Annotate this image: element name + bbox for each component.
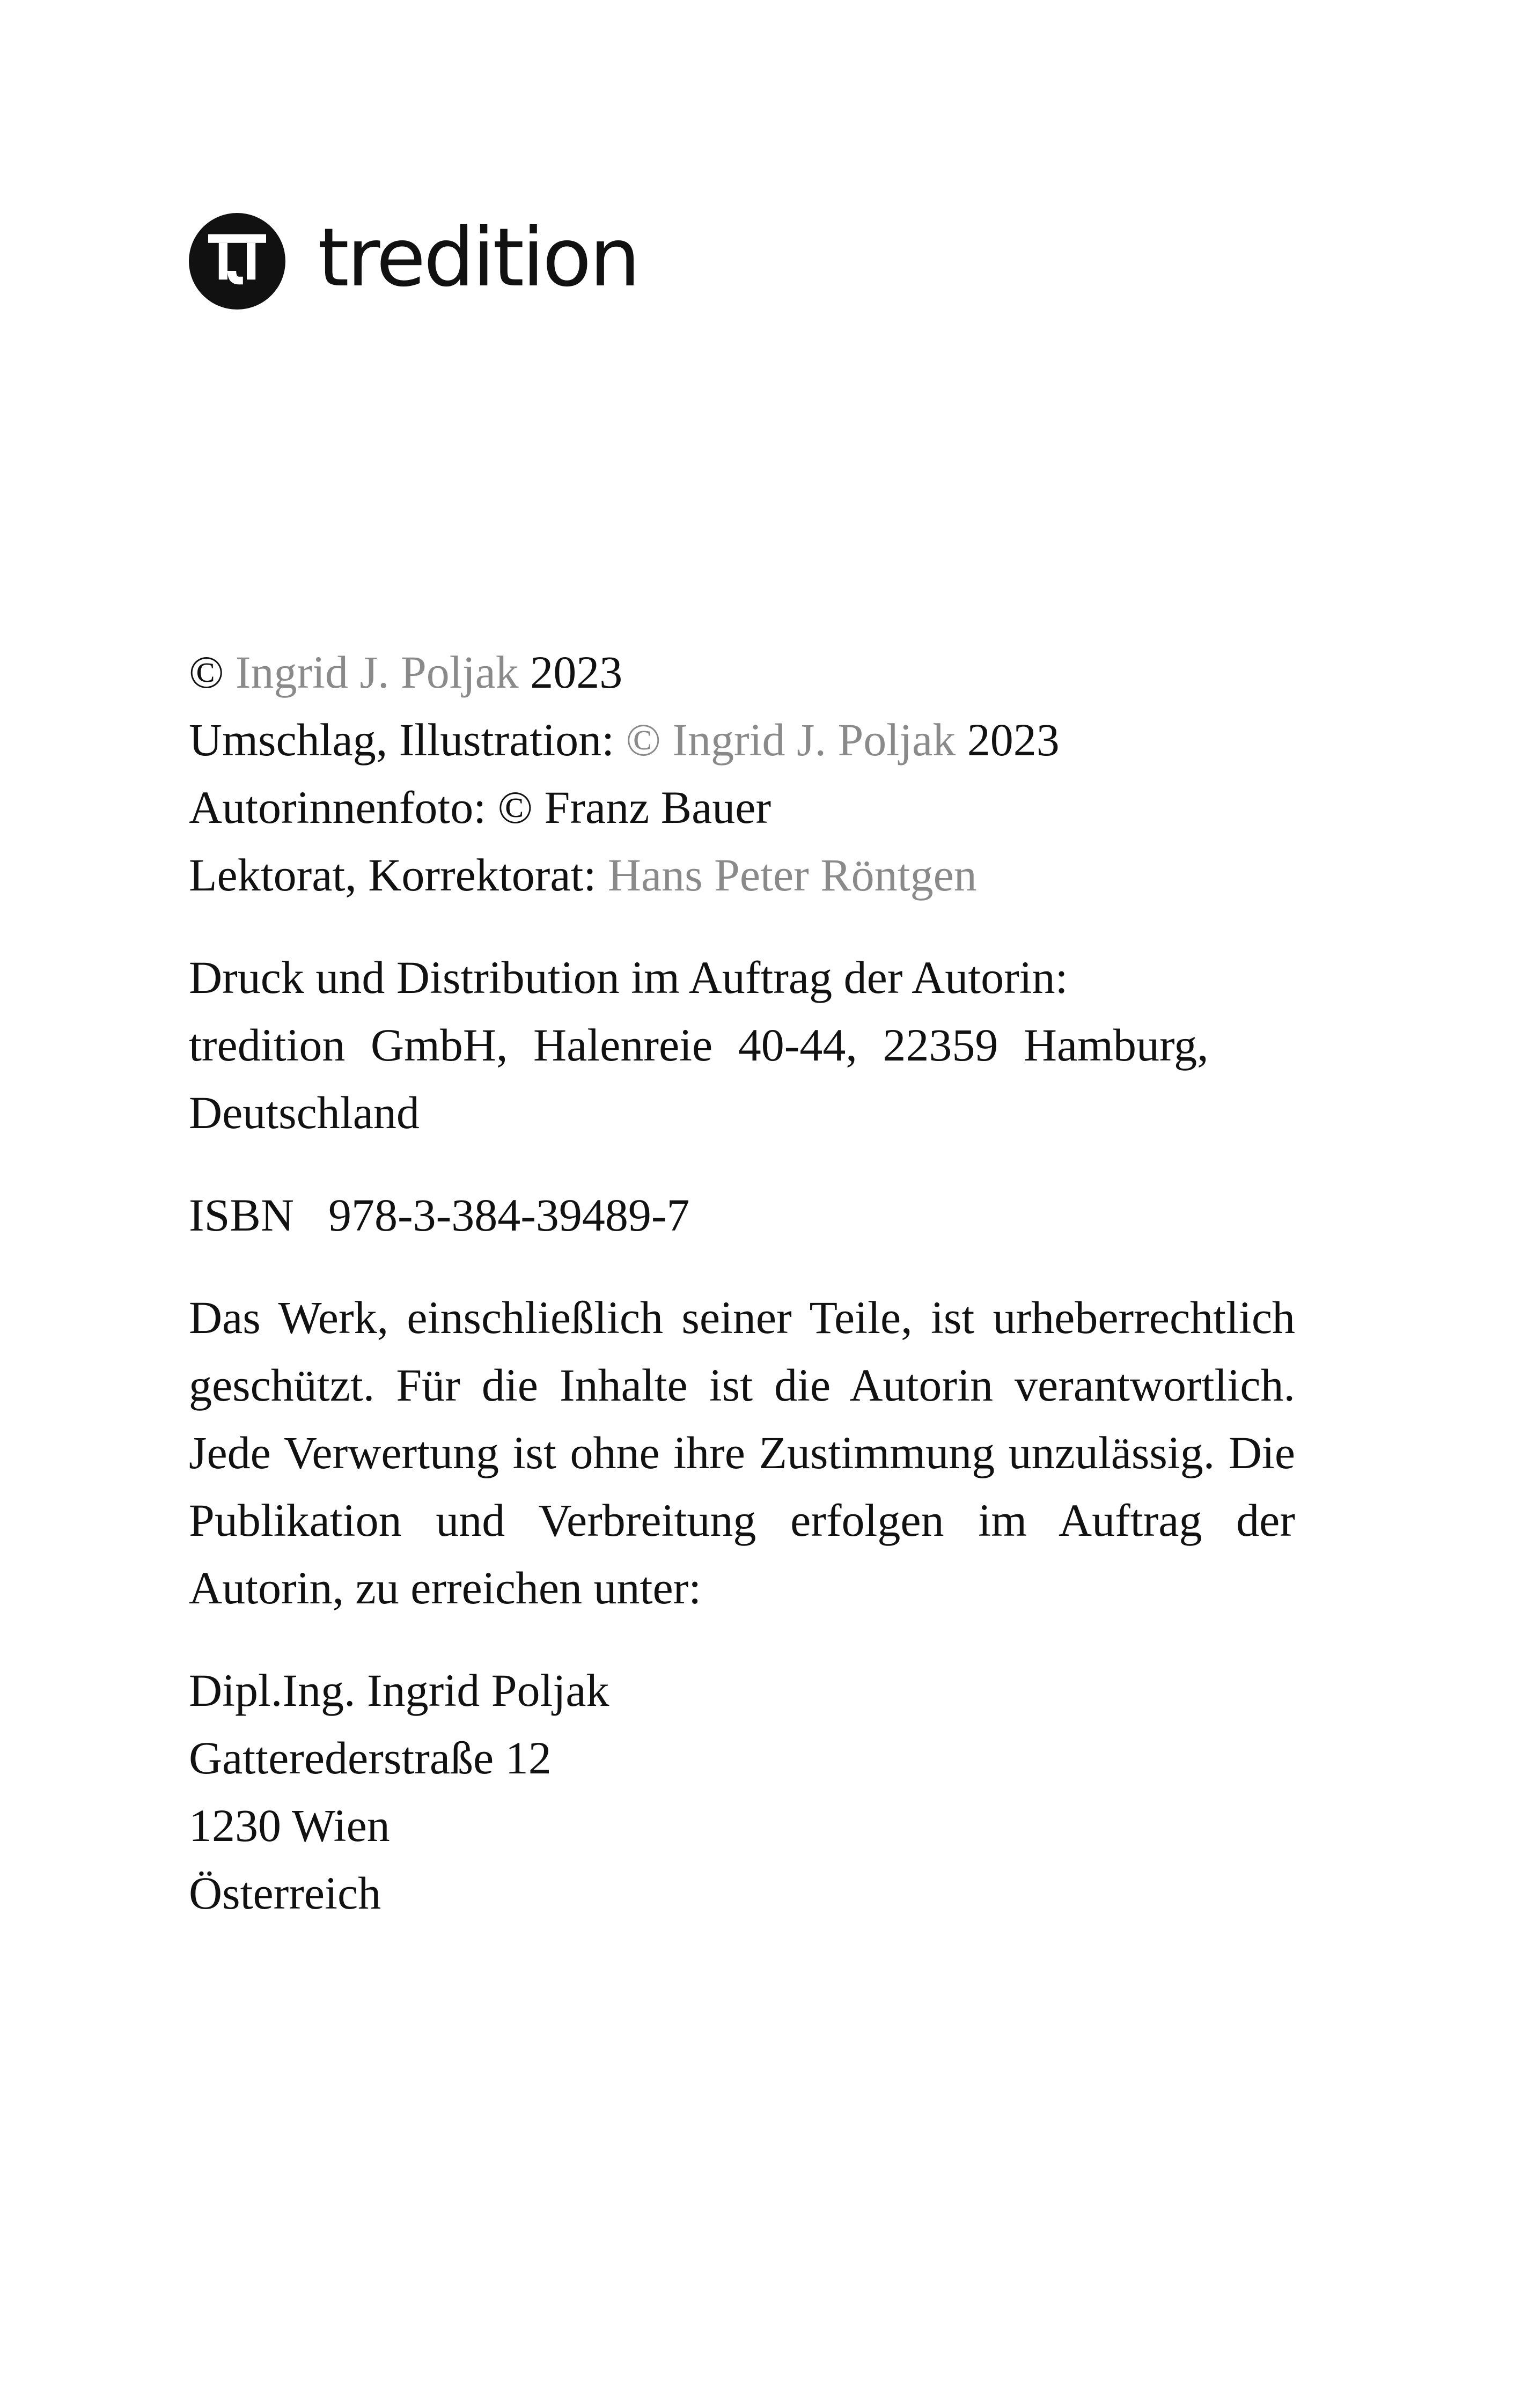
isbn-number: 978-3-384-39489-7 [328, 1189, 690, 1241]
editing-credit-line [189, 841, 1295, 909]
cover-credit-symbol: © [626, 714, 661, 765]
isbn-line [189, 1181, 1295, 1249]
photo-credit-line: Autorinnenfoto: © Franz Bauer [189, 782, 771, 833]
logo-wordmark: tredition [318, 211, 638, 305]
imprint-content [189, 638, 1295, 1927]
isbn-label: ISBN [189, 1189, 294, 1241]
publisher-logo [189, 213, 638, 310]
address-city: 1230 Wien [189, 1800, 390, 1851]
distribution-line-1: Druck und Distribution im Auftrag der Autorin: [189, 952, 1068, 1003]
copyright-year: 2023 [530, 646, 623, 698]
address-street: Gatterederstraße 12 [189, 1732, 552, 1784]
cover-credit-name: Ingrid J. Poljak [672, 714, 956, 765]
tredition-logo-icon [189, 213, 285, 310]
copyright-symbol: © [189, 646, 224, 698]
author-name: Ingrid J. Poljak [235, 646, 519, 698]
editing-credit-name: Hans Peter Röntgen [607, 849, 977, 901]
distribution-line-2: tredition GmbH, Halenreie 40-44, 22359 Hamburg, [189, 1019, 1209, 1071]
distribution-block [189, 944, 1295, 1146]
cover-credit-year: 2023 [967, 714, 1060, 765]
editing-credit-label: Lektorat, Korrektorat: [189, 849, 597, 901]
address-name: Dipl.Ing. Ingrid Poljak [189, 1665, 609, 1716]
rights-notice: Das Werk, einschließlich seiner Teile, ist urheberrechtlich geschützt. Für die Inhalte ist die Autorin verantwortlich. Jede Verwertung ist ohne ihre Zustimmung unzulässig. Die Publikation und Verbreitung erfolgen im Auftrag der Autorin, zu erreichen unter: [189, 1292, 1295, 1614]
cover-credit-line [189, 706, 1295, 774]
distribution-line-3: Deutschland [189, 1087, 420, 1138]
isbn-block [189, 1181, 1295, 1249]
address-block [189, 1656, 1295, 1927]
credits-block [189, 638, 1295, 909]
copyright-line [189, 638, 1295, 706]
cover-credit-label: Umschlag, Illustration: [189, 714, 614, 765]
address-country: Österreich [189, 1867, 381, 1919]
